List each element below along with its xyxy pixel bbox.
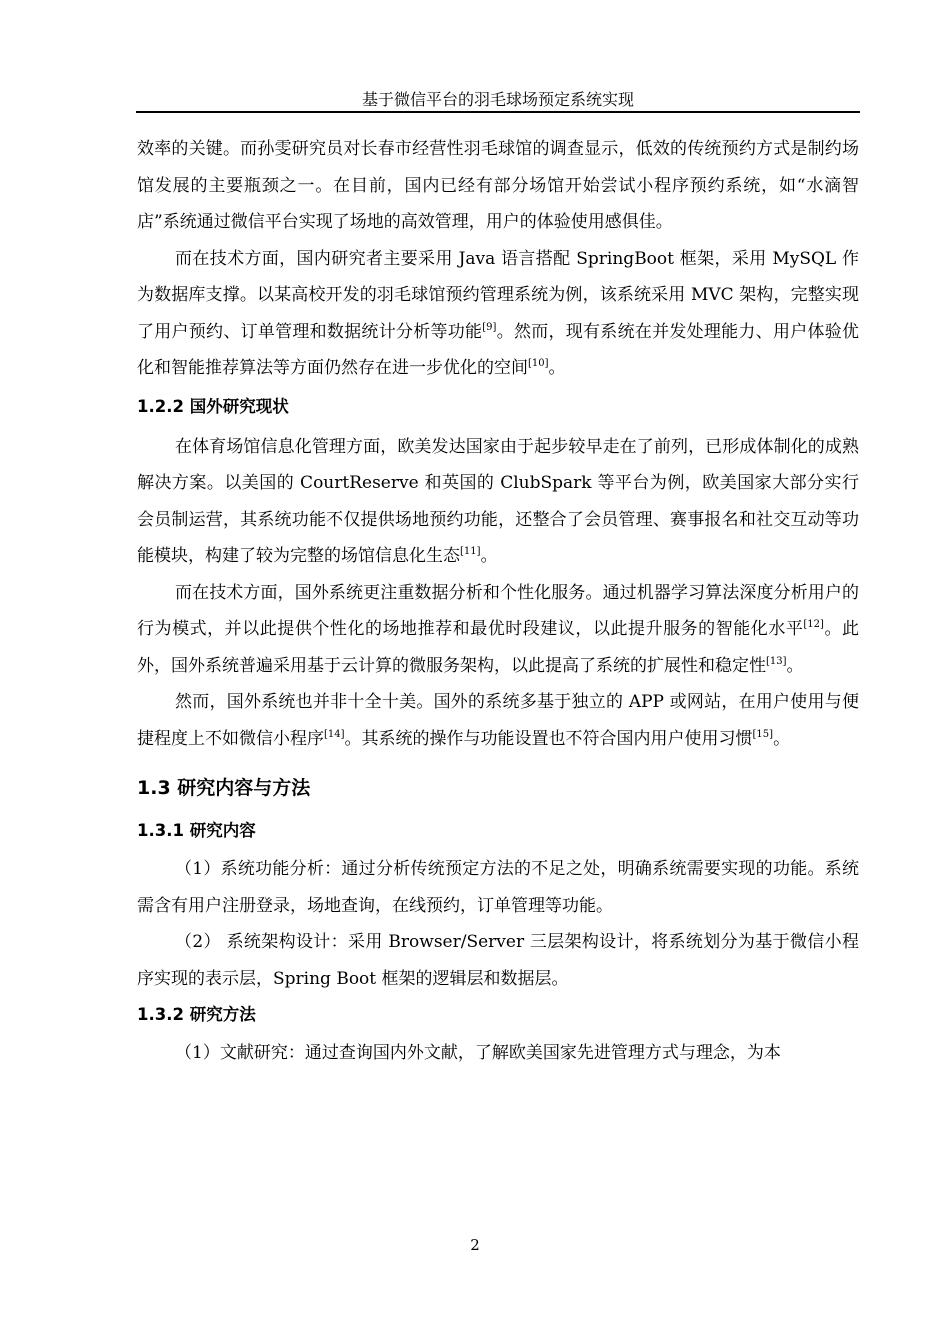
paragraph-function-analysis: （1）系统功能分析：通过分析传统预定方法的不足之处，明确系统需要实现的功能。系统需含有用户注册登录，场地查询，在线预约，订单管理等功能。	[137, 859, 859, 916]
header-rule	[136, 111, 860, 113]
paragraph-architecture-design: （2） 系统架构设计：采用 Browser/Server 三层架构设计，将系统划分为基于微信小程序实现的表示层，Spring Boot 框架的逻辑层和数据层。	[137, 932, 859, 989]
section-heading-1-3-1: 1.3.1 研究内容	[137, 821, 256, 840]
paragraph-literature-research: （1）文献研究：通过查询国内外文献，了解欧美国家先进管理方式与理念，为本	[175, 1043, 781, 1063]
paragraph-foreign-tech: 而在技术方面，国外系统更注重数据分析和个性化服务。通过机器学习算法深度分析用户的行为模式，并以此提供个性化的场地推荐和最优时段建议，以此提升服务的智能化水平[12]。此外，国外系统普遍采用基于云计算的微服务架构，以此提高了系统的扩展性和稳定性[13]。	[137, 582, 860, 676]
citation-14: [14]	[324, 728, 345, 740]
citation-12: [12]	[803, 619, 824, 630]
citation-9: [9]	[482, 321, 497, 333]
running-header: 基于微信平台的羽毛球场预定系统实现	[361, 90, 634, 109]
page-body	[137, 131, 859, 1072]
citation-10: [10]	[528, 358, 549, 369]
paragraph-continuation: 效率的关键。而孙雯研究员对长春市经营性羽毛球馆的调查显示，低效的传统预约方式是制约场馆发展的主要瓶颈之一。在目前，国内已经有部分场馆开始尝试小程序预约系统，如“水滴智店”系统通过微信平台实现了场地的高效管理，用户的体验使用感俱佳。	[137, 139, 859, 232]
paragraph-domestic-tech: 而在技术方面，国内研究者主要采用 Java 语言搭配 SpringBoot 框架，采用 MySQL 作为数据库支撑。以某高校开发的羽毛球馆预约管理系统为例，该系统采用 MVC 架构，完整实现了用户预约、订单管理和数据统计分析等功能[9]。然而，现有系统在并发处理能力、用户体验优化和智能推荐算法等方面仍然存在进一步优化的空间[10]。	[137, 248, 859, 378]
section-heading-1-3-2: 1.3.2 研究方法	[137, 1005, 256, 1024]
paragraph-foreign-limitations: 然而，国外系统也并非十全十美。国外的系统多基于独立的 APP 或网站，在用户使用与便捷程度上不如微信小程序[14]。其系统的操作与功能设置也不符合国内用户使用习惯[15]。	[137, 692, 859, 749]
section-heading-1-2-2: 1.2.2 国外研究现状	[137, 396, 289, 416]
citation-15: [15]	[752, 728, 774, 740]
section-heading-1-3: 1.3 研究内容与方法	[137, 777, 311, 799]
citation-13: [13]	[766, 655, 787, 667]
citation-11: [11]	[460, 546, 481, 557]
page-number: 2	[470, 1236, 480, 1254]
paragraph-foreign-overview: 在体育场馆信息化管理方面，欧美发达国家由于起步较早走在了前列，已形成体制化的成熟解决方案。以美国的 CourtReserve 和英国的 ClubSpark 等平台为例，欧美国家大部分实行会员制运营，其系统功能不仅提供场地预约功能，还整合了会员管理、赛事报名和社交互动等功能模块，构建了较为完整的场馆信息化生态[11]。	[137, 436, 859, 566]
